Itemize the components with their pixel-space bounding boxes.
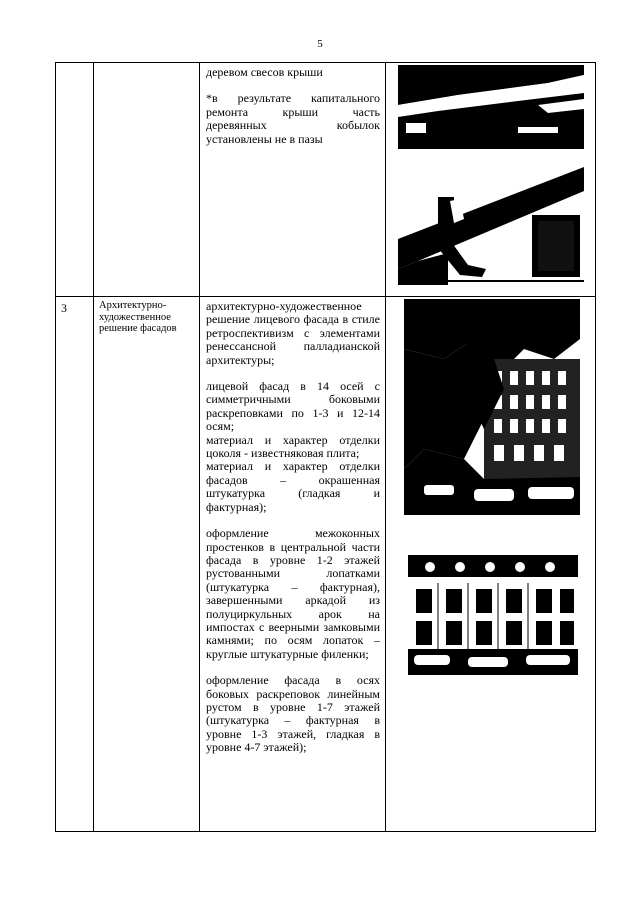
description-paragraph: архитектурно-художественное решение лицевого фасада в стиле ретроспективизм с элементами ренессансной палладианской архитектуры; [206,299,380,367]
row-photos-cell [386,63,596,297]
description-paragraph: лицевой фасад в 14 осей с симметричными боковыми раскреповками по 1-3 и 12-14 осям; [206,379,380,434]
description-paragraph: *в результате капитального ремонта крыши часть деревянных кобылок установлены не в пазы [206,91,380,146]
description-paragraph: материал и характер отделки фасадов – окрашенная штукатурка (гладкая и фактурная); [206,459,380,514]
facade-arcade-photo [408,555,578,675]
monument-description-table [55,62,596,832]
row-name-cell [94,63,200,297]
description-paragraph: деревом свесов крыши [206,65,323,79]
roof-eaves-photo [398,65,584,149]
description-paragraph: материал и характер отделки цоколя - известняковая плита; [206,432,380,461]
row-photos-cell [386,297,596,832]
table-row [56,297,596,832]
description-paragraph: оформление фасада в осях боковых раскреповок линейным рустом в уровне 1-7 этажей (штукатурка – фактурная в уровне 1-3 этажей, гладкая в уровне 4-7 этажей); [206,673,380,755]
roof-bracket-photo [398,157,584,285]
row-description-cell [200,63,386,297]
page-number: 5 [317,38,323,50]
row-description-cell [200,297,386,832]
facade-street-photo [404,299,580,515]
table-row [56,63,596,297]
row-name-cell: Архитектурно-художественное решение фасадов [94,297,200,832]
description-paragraph: оформление межоконных простенков в центральной части фасада в уровне 1-2 этажей рустованными лопатками (штукатурка – фактурная), завершенными аркадой из полуциркульных арок на импостах с веерными замковыми камнями; по осям лопаток –круглые штукатурные филенки; [206,526,380,661]
row-number-cell [56,63,94,297]
row-number-cell: 3 [56,297,94,832]
